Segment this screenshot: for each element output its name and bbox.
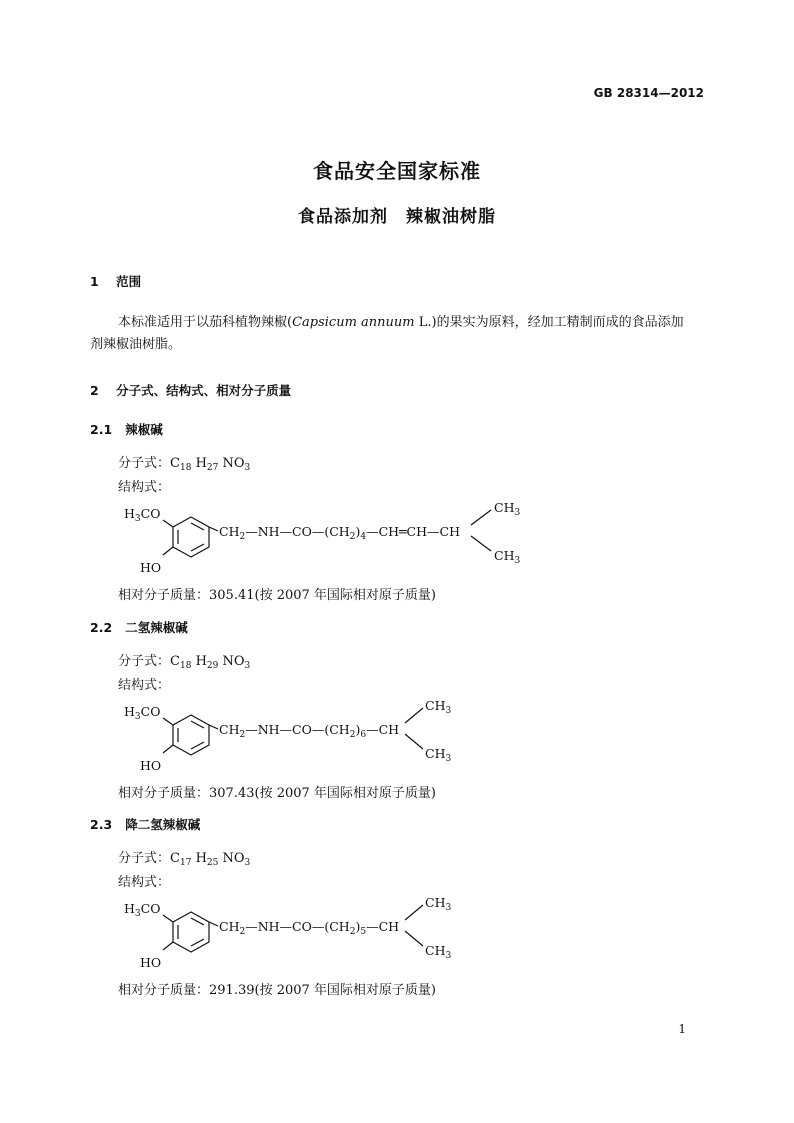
section-1-paragraph: 本标准适用于以茄科植物辣椒(Capsicum annuum L.)的果实为原料，经加工精制而成的食品添加 剂辣椒油树脂。 bbox=[90, 315, 684, 352]
section-1-heading: 1 范围 bbox=[90, 274, 142, 289]
document-title: 食品安全国家标准 bbox=[313, 159, 481, 183]
hydroxy-group: HO bbox=[140, 758, 162, 773]
section-2-1-heading: 2.1 辣椒碱 bbox=[90, 422, 163, 437]
section-2-2-heading: 2.2 二氢辣椒碱 bbox=[90, 620, 188, 635]
structural-formula-nordihydrocapsaicin bbox=[118, 895, 558, 975]
hydroxy-group: HO bbox=[140, 560, 162, 575]
section-2-heading: 2 分子式、结构式、相对分子质量 bbox=[90, 383, 292, 398]
species-name: Capsicum annuum bbox=[292, 315, 415, 330]
molecular-weight-capsaicin: 相对分子质量：305.41(按 2007 年国际相对原子质量) bbox=[118, 588, 437, 603]
side-chain: $CH_2—NH—CO—(CH_2)_4—CH═CH—CH$ bbox=[219, 524, 460, 542]
section-2-3-heading: 2.3 降二氢辣椒碱 bbox=[90, 817, 201, 832]
structural-formula-dihydrocapsaicin bbox=[118, 698, 558, 778]
side-chain: $CH_2—NH—CO—(CH_2)_6—CH$ bbox=[219, 722, 400, 740]
document-subtitle: 食品添加剂 辣椒油树脂 bbox=[298, 207, 496, 227]
molecular-formula-dihydrocapsaicin: 分子式：$C_{18}$ $H_{29}$ $NO_3$ bbox=[118, 654, 251, 671]
hydroxy-group: HO bbox=[140, 955, 162, 970]
benzene-ring-diagram bbox=[118, 895, 558, 975]
methyl-group-bottom: $CH_3$ bbox=[425, 746, 452, 764]
page-number: 1 bbox=[678, 1022, 686, 1036]
structure-label: 结构式： bbox=[118, 875, 171, 890]
structural-formula-capsaicin bbox=[118, 500, 558, 580]
methyl-group-top: $CH_3$ bbox=[425, 698, 452, 716]
molecular-formula-nordihydrocapsaicin: 分子式：$C_{17}$ $H_{25}$ $NO_3$ bbox=[118, 851, 251, 868]
standard-number: GB 28314—2012 bbox=[593, 86, 704, 100]
molecular-weight-dihydrocapsaicin: 相对分子质量：307.43(按 2007 年国际相对原子质量) bbox=[118, 786, 437, 801]
methoxy-group: $H_3CO$ bbox=[124, 704, 161, 722]
structure-label: 结构式： bbox=[118, 678, 171, 693]
molecular-weight-nordihydrocapsaicin: 相对分子质量：291.39(按 2007 年国际相对原子质量) bbox=[118, 983, 437, 998]
methyl-group-top: $CH_3$ bbox=[494, 500, 521, 518]
methoxy-group: $H_3CO$ bbox=[124, 901, 161, 919]
methoxy-group: $H_3CO$ bbox=[124, 506, 161, 524]
methyl-group-bottom: $CH_3$ bbox=[425, 943, 452, 961]
benzene-ring-diagram bbox=[118, 500, 558, 580]
side-chain: $CH_2—NH—CO—(CH_2)_5—CH$ bbox=[219, 919, 400, 937]
molecular-formula-capsaicin: 分子式：$C_{18}$ $H_{27}$ $NO_3$ bbox=[118, 456, 251, 473]
methyl-group-top: $CH_3$ bbox=[425, 895, 452, 913]
structure-label: 结构式： bbox=[118, 480, 171, 495]
benzene-ring-diagram bbox=[118, 698, 558, 778]
methyl-group-bottom: $CH_3$ bbox=[494, 548, 521, 566]
